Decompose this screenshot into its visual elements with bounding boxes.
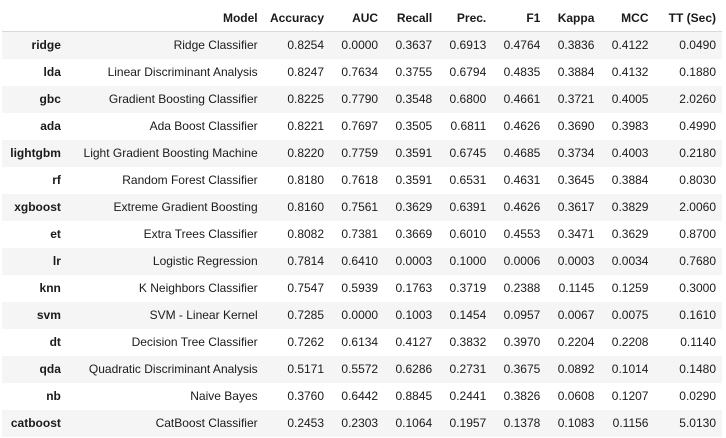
cell-tt: 0.1880	[679, 65, 716, 79]
cell-accuracy: 0.8220	[287, 146, 325, 160]
cell-kappa: 0.2204	[557, 335, 595, 349]
cell-recall: 0.3629	[395, 200, 433, 214]
model-comparison-table	[2, 4, 722, 437]
cell-model: Naive Bayes	[190, 389, 258, 403]
cell-f1: 0.4626	[503, 200, 541, 214]
cell-prec: 0.6745	[449, 146, 487, 160]
table-row	[2, 194, 722, 221]
cell-recall: 0.3591	[395, 146, 433, 160]
column-header-kappa: Kappa	[546, 4, 600, 32]
row-index-label: knn	[39, 281, 61, 295]
cell-accuracy: 0.2453	[287, 416, 325, 430]
cell-prec: 0.1454	[449, 308, 487, 322]
column-header-tt: TT (Sec)	[654, 4, 722, 32]
cell-recall: 0.1003	[395, 308, 433, 322]
cell-auc: 0.6410	[341, 254, 379, 268]
cell-recall: 0.1763	[395, 281, 433, 295]
cell-f1: 0.2388	[503, 281, 541, 295]
cell-f1: 0.4685	[503, 146, 541, 160]
cell-tt: 0.8030	[679, 173, 716, 187]
cell-f1: 0.4764	[503, 38, 541, 53]
cell-prec: 0.2441	[449, 389, 487, 403]
cell-mcc: 0.4132	[611, 65, 649, 79]
cell-auc: 0.7618	[341, 173, 379, 187]
row-index-label: lr	[52, 254, 61, 268]
cell-auc: 0.7759	[341, 146, 379, 160]
cell-model: Light Gradient Boosting Machine	[83, 146, 258, 160]
cell-prec: 0.6531	[449, 173, 487, 187]
cell-auc: 0.2303	[341, 416, 379, 430]
cell-accuracy: 0.8082	[287, 227, 325, 241]
row-index-label: lda	[43, 65, 61, 79]
cell-mcc: 0.1156	[612, 416, 649, 430]
cell-model: Quadratic Discriminant Analysis	[88, 362, 258, 376]
table-row	[2, 59, 722, 86]
cell-accuracy: 0.8160	[287, 200, 325, 214]
cell-prec: 0.3719	[449, 281, 487, 295]
cell-prec: 0.6010	[449, 227, 487, 241]
table-row	[2, 140, 722, 167]
cell-auc: 0.6134	[341, 335, 379, 349]
cell-prec: 0.1000	[449, 254, 487, 268]
cell-mcc: 0.3983	[611, 119, 649, 133]
cell-tt: 0.1610	[679, 308, 716, 322]
column-header-recall: Recall	[384, 4, 438, 32]
cell-recall: 0.3669	[395, 227, 433, 241]
cell-mcc: 0.1259	[611, 281, 649, 295]
cell-f1: 0.3826	[503, 389, 541, 403]
row-index-label: ridge	[31, 38, 61, 53]
column-header-accuracy: Accuracy	[264, 4, 330, 32]
cell-prec: 0.6794	[449, 65, 487, 79]
cell-kappa: 0.0892	[557, 362, 595, 376]
cell-auc: 0.0000	[341, 308, 379, 322]
cell-tt: 0.7680	[679, 254, 716, 268]
cell-auc: 0.5939	[341, 281, 379, 295]
cell-tt: 0.3000	[679, 281, 716, 295]
cell-model: Logistic Regression	[152, 254, 258, 268]
cell-mcc: 0.4003	[611, 146, 649, 160]
cell-f1: 0.4661	[503, 92, 541, 106]
cell-mcc: 0.4005	[611, 92, 649, 106]
cell-prec: 0.3832	[449, 335, 487, 349]
row-index-label: catboost	[10, 416, 61, 430]
row-index-label: ada	[40, 119, 61, 133]
cell-accuracy: 0.7814	[287, 254, 325, 268]
column-header-prec: Prec.	[438, 4, 492, 32]
cell-recall: 0.0003	[395, 254, 433, 268]
table-row	[2, 32, 722, 59]
cell-f1: 0.4835	[503, 65, 541, 79]
cell-prec: 0.6811	[450, 119, 487, 133]
cell-model: Random Forest Classifier	[122, 173, 258, 187]
cell-tt: 0.0290	[679, 389, 716, 403]
table-row	[2, 302, 722, 329]
row-index-label: qda	[39, 362, 61, 376]
cell-tt: 0.0490	[679, 38, 716, 53]
cell-model: Ada Boost Classifier	[149, 119, 258, 133]
column-header-index	[2, 4, 67, 32]
cell-recall: 0.6286	[395, 362, 433, 376]
table-row	[2, 167, 722, 194]
cell-auc: 0.7790	[341, 92, 379, 106]
cell-accuracy: 0.7262	[287, 335, 325, 349]
cell-recall: 0.3755	[395, 65, 433, 79]
cell-mcc: 0.2208	[611, 335, 649, 349]
row-index-label: dt	[49, 335, 61, 349]
cell-kappa: 0.3471	[557, 227, 595, 241]
cell-f1: 0.4626	[503, 119, 541, 133]
cell-auc: 0.6442	[341, 389, 379, 403]
table-row	[2, 275, 722, 302]
cell-recall: 0.4127	[395, 335, 433, 349]
cell-recall: 0.3505	[395, 119, 433, 133]
cell-auc: 0.7381	[341, 227, 379, 241]
cell-mcc: 0.0075	[611, 308, 649, 322]
table-body	[2, 32, 722, 437]
table-row	[2, 383, 722, 410]
cell-auc: 0.5572	[341, 362, 379, 376]
cell-model: Decision Tree Classifier	[131, 335, 258, 349]
cell-recall: 0.3591	[395, 173, 433, 187]
table-row	[2, 248, 722, 275]
cell-kappa: 0.3721	[557, 92, 595, 106]
cell-accuracy: 0.3760	[287, 389, 325, 403]
column-header-auc: AUC	[330, 4, 384, 32]
cell-kappa: 0.0608	[557, 389, 595, 403]
cell-f1: 0.4553	[503, 227, 541, 241]
row-index-label: gbc	[39, 92, 61, 106]
cell-recall: 0.3637	[395, 38, 433, 53]
cell-prec: 0.6913	[449, 38, 487, 53]
cell-mcc: 0.3629	[611, 227, 649, 241]
table-row	[2, 113, 722, 140]
table-row	[2, 86, 722, 113]
cell-model: Linear Discriminant Analysis	[107, 65, 258, 79]
cell-kappa: 0.1083	[557, 416, 595, 430]
cell-recall: 0.3548	[395, 92, 433, 106]
cell-tt: 0.8700	[679, 227, 716, 241]
cell-model: CatBoost Classifier	[155, 416, 258, 430]
cell-auc: 0.0000	[341, 38, 379, 53]
cell-recall: 0.1064	[395, 416, 433, 430]
cell-tt: 0.1480	[679, 362, 716, 376]
cell-mcc: 0.3829	[611, 200, 649, 214]
cell-accuracy: 0.8247	[287, 65, 325, 79]
cell-auc: 0.7561	[341, 200, 379, 214]
cell-kappa: 0.0067	[557, 308, 595, 322]
column-header-model: Model	[67, 4, 264, 32]
cell-f1: 0.0957	[503, 308, 541, 322]
column-header-mcc: MCC	[600, 4, 654, 32]
cell-prec: 0.6391	[449, 200, 487, 214]
cell-f1: 0.4631	[503, 173, 541, 187]
cell-prec: 0.2731	[449, 362, 487, 376]
cell-accuracy: 0.8180	[287, 173, 325, 187]
row-index-label: nb	[46, 389, 61, 403]
cell-mcc: 0.3884	[611, 173, 649, 187]
cell-prec: 0.1957	[449, 416, 487, 430]
row-index-label: xgboost	[14, 200, 61, 214]
cell-tt: 5.0130	[679, 416, 716, 430]
cell-mcc: 0.4122	[611, 38, 649, 53]
cell-model: Gradient Boosting Classifier	[108, 92, 258, 106]
cell-tt: 2.0060	[679, 200, 716, 214]
cell-tt: 2.0260	[679, 92, 716, 106]
cell-tt: 0.4990	[679, 119, 716, 133]
cell-kappa: 0.3645	[557, 173, 595, 187]
cell-accuracy: 0.8221	[287, 119, 325, 133]
cell-f1: 0.3970	[503, 335, 541, 349]
cell-accuracy: 0.7547	[287, 281, 325, 295]
cell-kappa: 0.3836	[557, 38, 595, 53]
table-row	[2, 410, 722, 437]
cell-accuracy: 0.8225	[287, 92, 325, 106]
table-row	[2, 356, 722, 383]
cell-model: Extreme Gradient Boosting	[113, 200, 258, 214]
cell-accuracy: 0.8254	[287, 38, 325, 53]
cell-f1: 0.1378	[503, 416, 541, 430]
cell-f1: 0.3675	[503, 362, 541, 376]
cell-kappa: 0.1145	[558, 281, 595, 295]
row-index-label: svm	[36, 308, 61, 322]
cell-model: K Neighbors Classifier	[138, 281, 258, 295]
row-index-label: lightgbm	[10, 146, 61, 160]
cell-kappa: 0.3734	[557, 146, 595, 160]
cell-accuracy: 0.5171	[287, 362, 325, 376]
cell-kappa: 0.3617	[557, 200, 595, 214]
cell-auc: 0.7634	[341, 65, 379, 79]
cell-kappa: 0.3690	[557, 119, 595, 133]
cell-model: Extra Trees Classifier	[143, 227, 258, 241]
cell-tt: 0.2180	[679, 146, 716, 160]
cell-model: Ridge Classifier	[173, 38, 258, 53]
table-row	[2, 329, 722, 356]
cell-f1: 0.0006	[503, 254, 541, 268]
cell-mcc: 0.0034	[611, 254, 649, 268]
cell-prec: 0.6800	[449, 92, 487, 106]
row-index-label: rf	[52, 173, 61, 187]
cell-kappa: 0.0003	[557, 254, 595, 268]
table-header-row	[2, 4, 722, 32]
cell-auc: 0.7697	[341, 119, 379, 133]
cell-model: SVM - Linear Kernel	[149, 308, 258, 322]
cell-kappa: 0.3884	[557, 65, 595, 79]
column-header-f1: F1	[492, 4, 546, 32]
cell-recall: 0.8845	[395, 389, 433, 403]
row-index-label: et	[50, 227, 61, 241]
cell-mcc: 0.1207	[611, 389, 649, 403]
table-row	[2, 221, 722, 248]
cell-accuracy: 0.7285	[287, 308, 325, 322]
cell-tt: 0.1140	[680, 335, 716, 349]
cell-mcc: 0.1014	[611, 362, 649, 376]
